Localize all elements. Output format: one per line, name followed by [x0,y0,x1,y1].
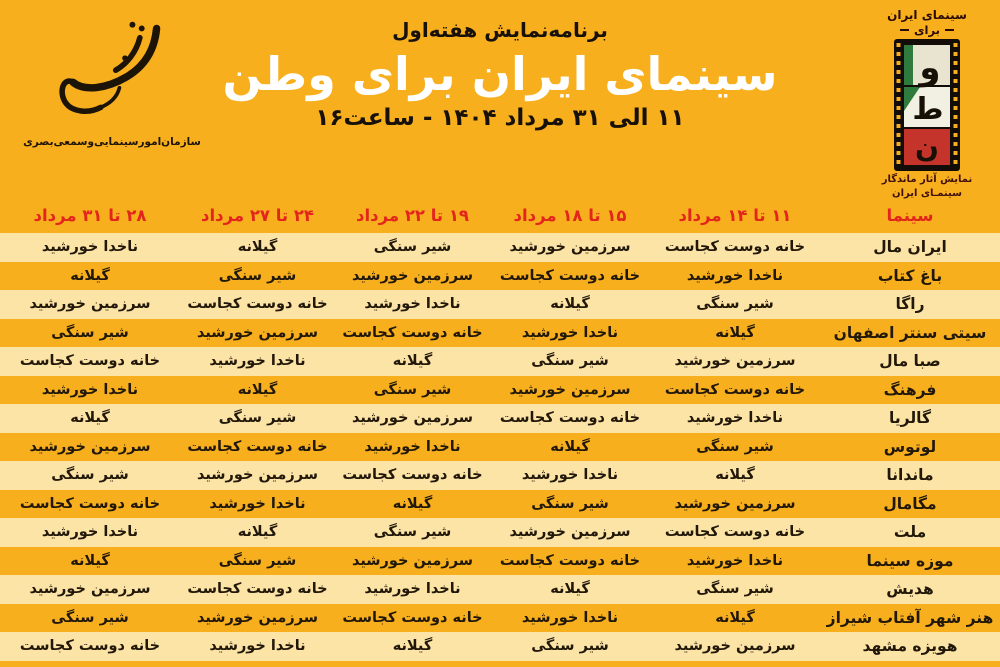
festival-logo-baray-text: برای [868,23,986,37]
film-cell: شیر سنگی [373,524,452,541]
film-cell: گیلانه [392,495,433,512]
cinema-name-cell: صبا مال [879,352,941,371]
poster-header [180,18,820,131]
film-cell: سرزمین خورشید [196,609,319,626]
cinema-name-cell: باغ کتاب [877,266,943,285]
film-cell: گیلانه [237,381,278,398]
page-title: سینمای ایران برای وطن [222,47,778,101]
program-week-line: برنامه‌نمایش هفته‌اول [392,18,608,42]
film-cell: خانه دوست کجاست [187,581,328,598]
cinema-organization-logo [22,14,202,148]
film-cell: گیلانه [392,353,433,370]
table-row [0,376,1000,405]
film-cell: خانه دوست کجاست [187,438,328,455]
film-cell: سرزمین خورشید [351,552,474,569]
film-cell: گیلانه [70,552,110,569]
film-cell: ناخدا خورشید [41,524,139,541]
film-cell: خانه دوست کجاست [342,609,483,626]
film-cell: خانه دوست کجاست [499,552,641,569]
film-cell: خانه دوست کجاست [19,638,161,655]
cinema-name-cell: موزه سینما [866,551,954,570]
vatan-festival-logo [868,8,986,200]
dash-left [945,29,954,31]
film-cell: شیر سنگی [51,609,129,626]
film-cell: شیر سنگی [373,239,452,256]
svg-text:ط: ط [912,92,944,127]
film-cell: شیر سنگی [531,638,609,655]
cinema-name-cell: مگامال [883,494,937,513]
film-cell: ناخدا خورشید [521,324,619,341]
film-cell: خانه دوست کجاست [499,267,641,284]
table-row [0,290,1000,319]
film-strip-icon [894,39,960,171]
film-cell: گیلانه [715,324,755,341]
table-row [0,518,1000,547]
film-cell: گیلانه [70,267,110,284]
column-header-dates-1: ۱۱ تا ۱۴ مرداد [678,205,792,225]
table-row [0,233,1000,262]
film-cell: شیر سنگی [531,353,609,370]
table-row [0,319,1000,348]
festival-logo-top-text: سینمای ایران [887,8,967,22]
film-cell: سرزمین خورشید [196,467,319,484]
film-cell: ناخدا خورشید [364,581,461,598]
table-header-row [0,197,1000,233]
film-cell: سرزمین خورشید [674,353,796,370]
cinema-name-cell: هویزه مشهد [862,637,958,656]
table-row [0,490,1000,519]
festival-logo-bottom-text1: نمایش آثار ماندگار [881,174,973,185]
film-cell: ناخدا خورشید [686,267,784,284]
cinema-name-cell: ملت [893,523,927,542]
film-cell: شیر سنگی [218,552,297,569]
film-cell: گیلانه [70,410,110,427]
film-cell: شیر سنگی [51,324,129,341]
film-cell: ناخدا خورشید [364,296,461,313]
table-row [0,604,1000,633]
film-cell: سرزمین خورشید [509,381,631,398]
film-cell: سرزمین خورشید [674,495,796,512]
film-cell: ناخدا خورشید [41,239,139,256]
svg-text:ن: ن [915,131,939,164]
film-cell: ناخدا خورشید [209,495,306,512]
film-cell: خانه دوست کجاست [342,324,483,341]
film-cell: شیر سنگی [696,438,774,455]
film-cell: ناخدا خورشید [364,438,461,455]
organization-caption: سازمان‌امورسینمایی‌وسمعی‌بصری [23,136,201,148]
film-cell: سرزمین خورشید [29,581,151,598]
film-cell: گیلانه [237,239,278,256]
table-row [0,575,1000,604]
film-cell: سرزمین خورشید [29,438,151,455]
cinema-name-cell: گالریا [889,409,931,428]
column-header-dates-2: ۱۵ تا ۱۸ مرداد [513,205,627,225]
cinema-name-cell: سیتی سنتر اصفهان [833,323,987,342]
table-row [0,461,1000,490]
film-cell: سرزمین خورشید [509,239,631,256]
table-row [0,347,1000,376]
film-cell: خانه دوست کجاست [19,353,161,370]
calligraphy-logo-icon [47,14,177,132]
table-row [0,262,1000,291]
film-cell: ناخدا خورشید [686,410,784,427]
column-header-dates-3: ۱۹ تا ۲۲ مرداد [355,205,470,225]
film-cell: خانه دوست کجاست [342,467,483,484]
film-cell: شیر سنگی [696,581,774,598]
film-cell: ناخدا خورشید [209,353,306,370]
cinema-name-cell: لوتوس [883,437,937,456]
film-cell: ناخدا خورشید [41,381,139,398]
date-range-line: ۱۱ الی ۳۱ مرداد ۱۴۰۴ - ساعت۱۶ [315,104,685,131]
film-cell: شیر سنگی [51,467,129,484]
table-row [0,404,1000,433]
column-header-cinema: سینما [886,205,934,225]
film-cell: گیلانه [550,581,590,598]
table-row [0,547,1000,576]
column-header-dates-5: ۲۸ تا ۳۱ مرداد [33,205,147,225]
column-header-dates-4: ۲۴ تا ۲۷ مرداد [200,205,315,225]
film-cell: شیر سنگی [218,267,297,284]
film-cell: سرزمین خورشید [674,638,796,655]
film-cell: خانه دوست کجاست [664,524,806,541]
film-cell: خانه دوست کجاست [664,381,806,398]
cinema-name-cell: ماندانا [886,466,934,485]
film-cell: سرزمین خورشید [196,324,319,341]
table-row [0,433,1000,462]
cinema-name-cell: ایران مال [873,238,947,257]
cinema-name-cell: هنر شهر آفتاب شیراز [826,608,994,627]
table-row [0,632,1000,661]
svg-text:و: و [919,48,941,88]
schedule-rows [0,233,1000,661]
cinema-name-cell: هدیش [886,580,934,599]
film-cell: سرزمین خورشید [351,410,474,427]
film-cell: سرزمین خورشید [351,267,474,284]
film-cell: سرزمین خورشید [29,296,151,313]
film-cell: خانه دوست کجاست [664,239,806,256]
film-cell: شیر سنگی [531,495,609,512]
dash-right [900,29,909,31]
film-cell: ناخدا خورشید [521,609,619,626]
film-cell: گیلانه [715,609,755,626]
festival-logo-bottom-text2: سینمـای ایران [892,187,962,199]
film-cell: خانه دوست کجاست [187,296,328,313]
film-cell: ناخدا خورشید [521,467,619,484]
screening-schedule-table [0,197,1000,661]
film-cell: شیر سنگی [696,296,774,313]
film-cell: شیر سنگی [218,410,297,427]
cinema-name-cell: فرهنگ [883,380,937,399]
film-cell: گیلانه [715,467,755,484]
film-cell: ناخدا خورشید [686,552,784,569]
cinema-name-cell: راگا [895,295,925,314]
film-cell: خانه دوست کجاست [499,410,641,427]
film-cell: گیلانه [550,296,590,313]
film-cell: گیلانه [237,524,278,541]
film-cell: گیلانه [392,638,433,655]
film-cell: خانه دوست کجاست [19,495,161,512]
film-cell: سرزمین خورشید [509,524,631,541]
film-cell: ناخدا خورشید [209,638,306,655]
film-cell: گیلانه [550,438,590,455]
film-cell: شیر سنگی [373,381,452,398]
